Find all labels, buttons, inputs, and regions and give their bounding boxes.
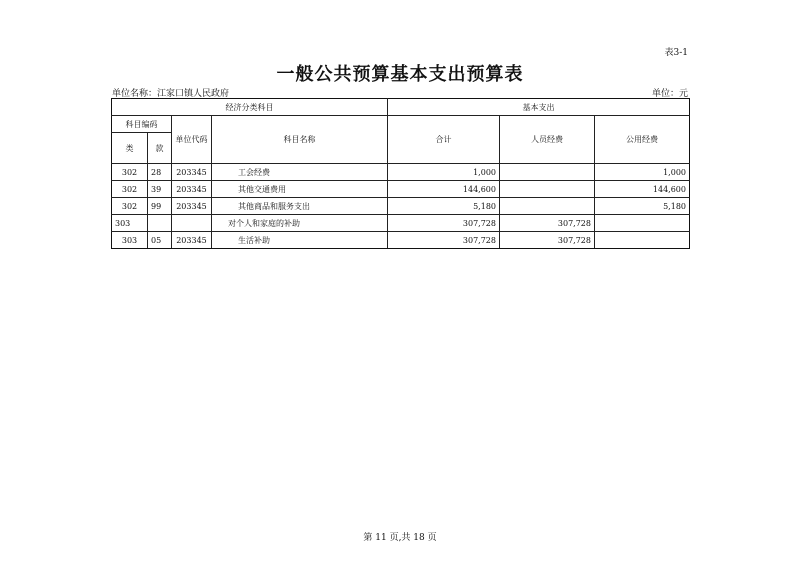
cell-total: 144,600: [388, 181, 500, 198]
cell-personnel: [500, 181, 595, 198]
page-title: 一般公共预算基本支出预算表: [276, 64, 524, 85]
cell-subject-name: 工会经费: [212, 164, 388, 181]
cell-unit-code: 203345: [172, 198, 212, 215]
currency-unit: 单位：元: [651, 89, 688, 99]
unit-name: 单位名称：江家口镇人民政府: [112, 89, 230, 99]
cell-item: 28: [148, 164, 172, 181]
cell-subject-name: 其他商品和服务支出: [212, 198, 388, 215]
cell-total: 1,000: [388, 164, 500, 181]
cell-unit-code: [172, 215, 212, 232]
header-subject-code: 科目编码: [112, 116, 172, 133]
table-row: [112, 198, 690, 215]
cell-unit-code: 203345: [172, 232, 212, 249]
cell-class: 303: [112, 232, 148, 249]
cell-public: 144,600: [595, 181, 690, 198]
cell-total: 307,728: [388, 215, 500, 232]
header-econ-category: 经济分类科目: [112, 99, 388, 116]
cell-item: [148, 215, 172, 232]
cell-personnel: [500, 198, 595, 215]
table-row: [112, 232, 690, 249]
cell-public: 5,180: [595, 198, 690, 215]
cell-public: [595, 215, 690, 232]
cell-class: 302: [112, 181, 148, 198]
cell-personnel: 307,728: [500, 232, 595, 249]
header-unit-code: 单位代码: [172, 116, 212, 164]
cell-total: 5,180: [388, 198, 500, 215]
header-public: 公用经费: [595, 116, 690, 164]
cell-subject-name: 生活补助: [212, 232, 388, 249]
cell-personnel: 307,728: [500, 215, 595, 232]
page-footer: 第 11 页,共 18 页: [363, 533, 437, 543]
cell-class: 303: [112, 215, 148, 232]
header-item: 款: [148, 133, 172, 164]
cell-item: 99: [148, 198, 172, 215]
table-row: [112, 181, 690, 198]
cell-class: 302: [112, 198, 148, 215]
cell-unit-code: 203345: [172, 164, 212, 181]
header-class: 类: [112, 133, 148, 164]
cell-item: 39: [148, 181, 172, 198]
cell-personnel: [500, 164, 595, 181]
cell-public: 1,000: [595, 164, 690, 181]
cell-total: 307,728: [388, 232, 500, 249]
cell-unit-code: 203345: [172, 181, 212, 198]
cell-item: 05: [148, 232, 172, 249]
budget-table: [111, 98, 690, 249]
header-basic-expense: 基本支出: [388, 99, 690, 116]
table-row: [112, 164, 690, 181]
header-personnel: 人员经费: [500, 116, 595, 164]
cell-class: 302: [112, 164, 148, 181]
header-total: 合计: [388, 116, 500, 164]
cell-public: [595, 232, 690, 249]
cell-subject-name: 对个人和家庭的补助: [212, 215, 388, 232]
header-subject-name: 科目名称: [212, 116, 388, 164]
table-row: [112, 215, 690, 232]
cell-subject-name: 其他交通费用: [212, 181, 388, 198]
table-number: 表3-1: [664, 48, 688, 58]
